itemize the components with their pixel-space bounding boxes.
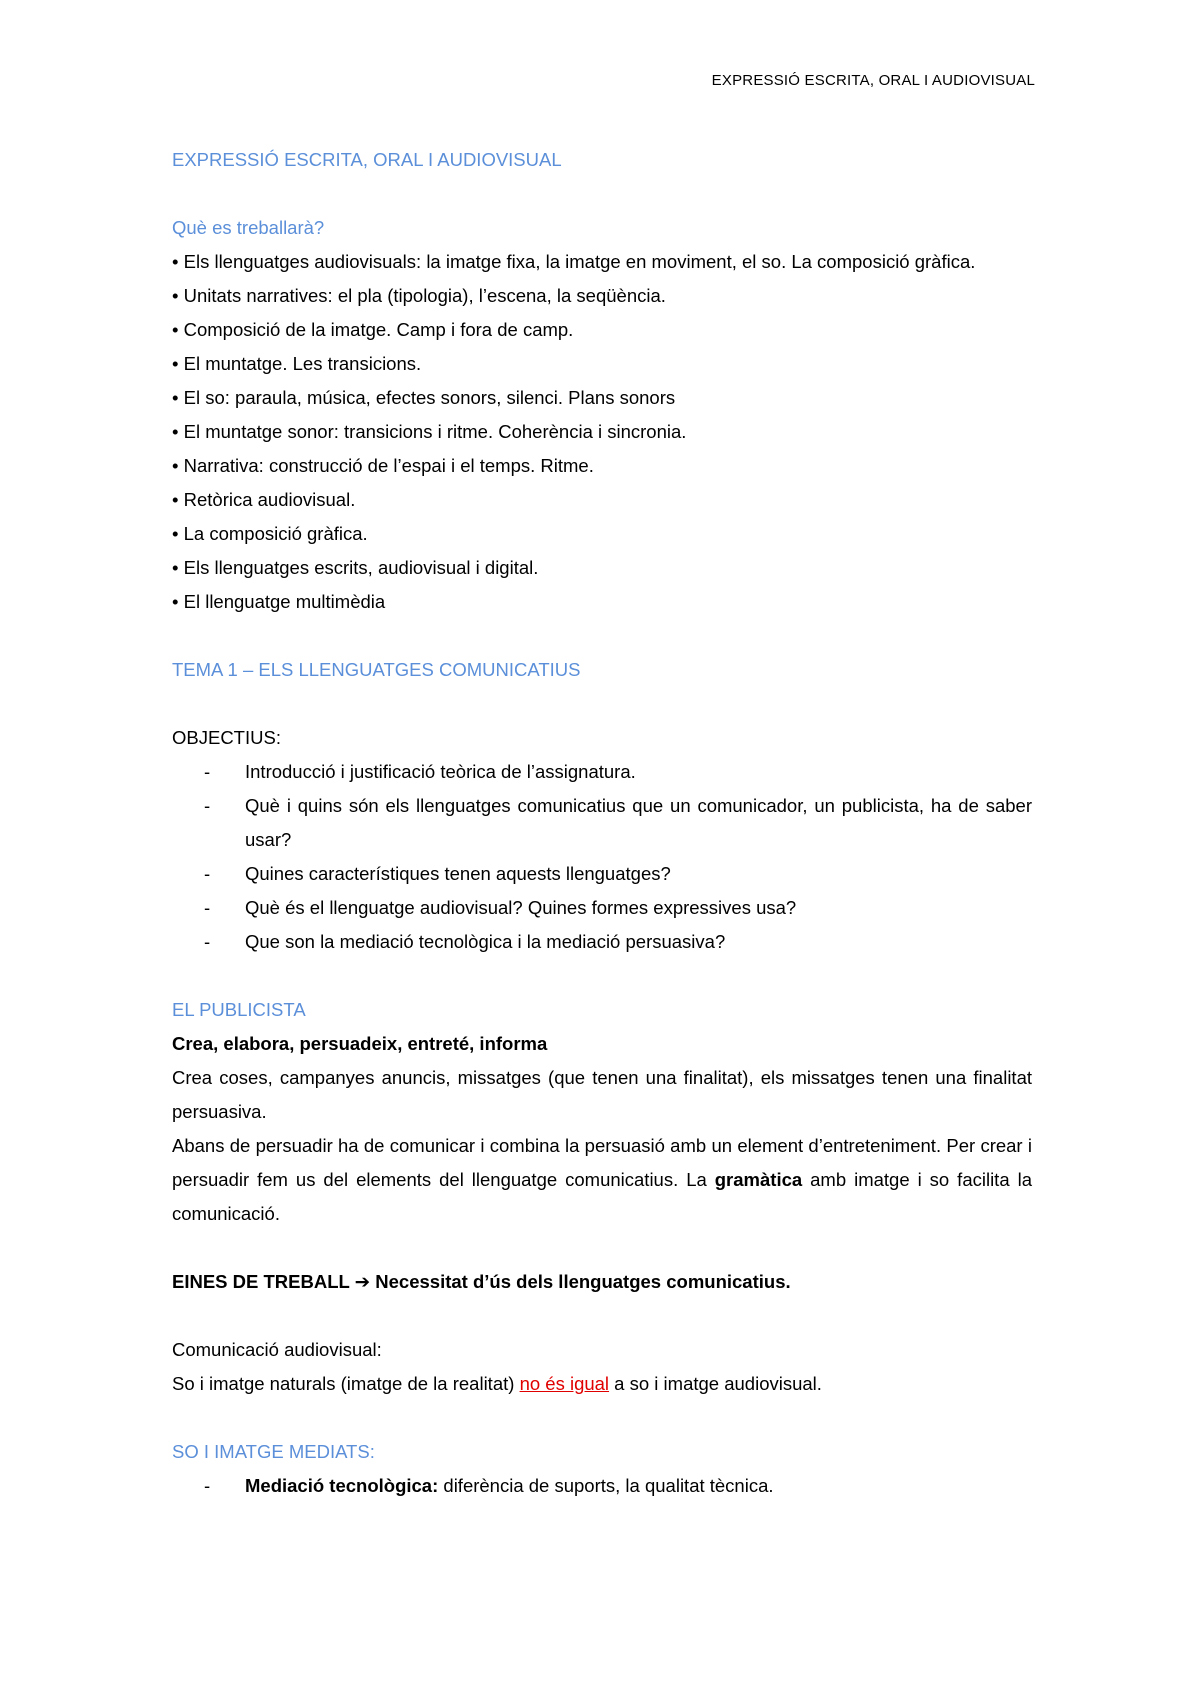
work-item: • El muntatge. Les transicions. xyxy=(172,353,422,374)
work-item: • Unitats narratives: el pla (tipologia), l’escena, la seqüència. xyxy=(172,285,666,306)
work-item: • Els llenguatges audiovisuals: la imatge fixa, la imatge en moviment, el so. La composició gràfica. xyxy=(172,251,976,272)
work-list xyxy=(172,279,1032,619)
publicista-subheading: Crea, elabora, persuadeix, entreté, informa xyxy=(172,1033,548,1054)
work-item: • La composició gràfica. xyxy=(172,523,368,544)
work-item: • Retòrica audiovisual. xyxy=(172,489,356,510)
document-title: EXPRESSIÓ ESCRITA, ORAL I AUDIOVISUAL xyxy=(172,149,562,170)
list-item: - Mediació tecnològica: diferència de suports, la qualitat tècnica. xyxy=(172,1469,1032,1503)
mediats-heading: SO I IMATGE MEDIATS: xyxy=(172,1441,375,1462)
work-item: • El llenguatge multimèdia xyxy=(172,591,386,612)
mediats-list xyxy=(172,1469,1032,1503)
tema-heading: TEMA 1 – ELS LLENGUATGES COMUNICATIUS xyxy=(172,659,581,680)
publicista-paragraph-2: Abans de persuadir ha de comunicar i combina la persuasió amb un element d’entreteniment. Per crear i persuadir fem us del elements del llenguatge comunicatius. La gramàtica amb imatge i so facilita la comunicació. xyxy=(172,1135,1032,1224)
work-item: • Composició de la imatge. Camp i fora de camp. xyxy=(172,319,574,340)
highlight-no-es-igual: no és igual xyxy=(519,1373,610,1394)
work-heading: Què es treballarà? xyxy=(172,217,325,238)
publicista-heading: EL PUBLICISTA xyxy=(172,999,306,1020)
publicista-paragraph-1: Crea coses, campanyes anuncis, missatges (que tenen una finalitat), els missatges tenen una finalitat persuasiva. xyxy=(172,1067,1032,1122)
work-item: • El so: paraula, música, efectes sonors, silenci. Plans sonors xyxy=(172,387,676,408)
arrow-right-icon: ➔ xyxy=(354,1271,371,1292)
objectives-label: OBJECTIUS: xyxy=(172,727,281,748)
running-header: EXPRESSIÓ ESCRITA, ORAL I AUDIOVISUAL xyxy=(711,72,1035,89)
list-item: - Què és el llenguatge audiovisual? Quines formes expressives usa? xyxy=(172,891,1032,925)
list-item: - Quines característiques tenen aquests llenguatges? xyxy=(172,857,1032,891)
document-body xyxy=(172,143,1032,1503)
comunicacio-label: Comunicació audiovisual: xyxy=(172,1339,382,1360)
gramatica-term: gramàtica xyxy=(714,1169,803,1190)
objectives-list xyxy=(172,755,1032,959)
work-item: • Narrativa: construcció de l’espai i el temps. Ritme. xyxy=(172,455,594,476)
comunicacio-line: So i imatge naturals (imatge de la realitat) no és igual a so i imatge audiovisual. xyxy=(172,1373,822,1394)
work-item: • Els llenguatges escrits, audiovisual i digital. xyxy=(172,557,539,578)
list-item: - Què i quins són els llenguatges comunicatius que un comunicador, un publicista, ha de saber usar? xyxy=(172,789,1032,857)
list-item: - Que son la mediació tecnològica i la mediació persuasiva? xyxy=(172,925,1032,959)
eines-de-treball: EINES DE TREBALL ➔ Necessitat d’ús dels llenguatges comunicatius. xyxy=(172,1271,791,1292)
work-item: • El muntatge sonor: transicions i ritme. Coherència i sincronia. xyxy=(172,421,687,442)
list-item: - Introducció i justificació teòrica de l’assignatura. xyxy=(172,755,1032,789)
